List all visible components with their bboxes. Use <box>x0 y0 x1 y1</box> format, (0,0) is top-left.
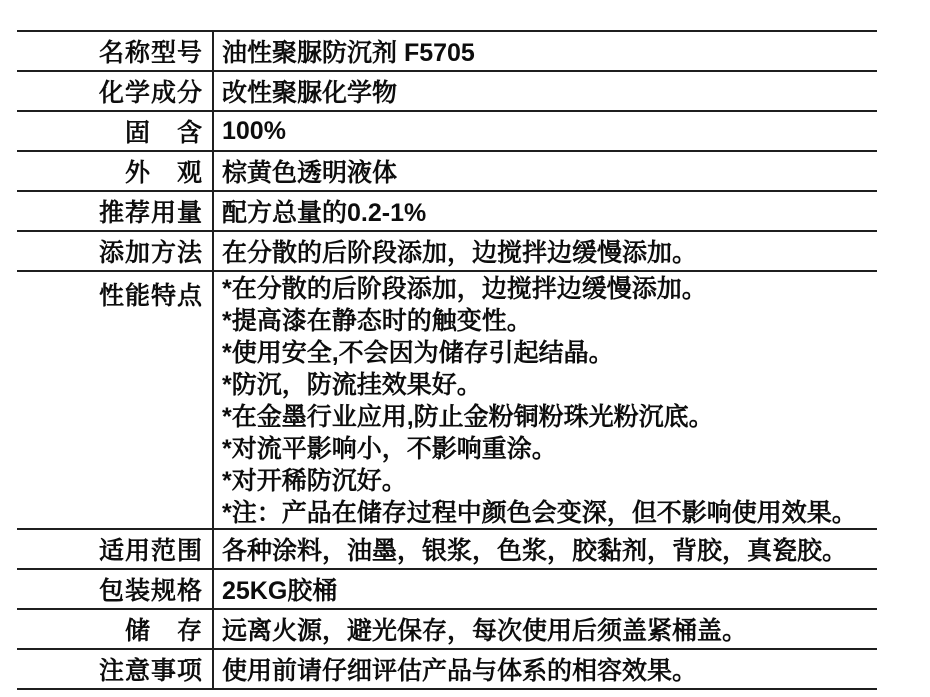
row-solid-content <box>17 112 877 152</box>
product-spec-table <box>17 30 877 690</box>
row-storage <box>17 610 877 650</box>
spec-value: 改性聚脲化学物 <box>222 79 398 107</box>
spec-value: 棕黄色透明液体 <box>222 159 398 187</box>
feature-line: *使用安全,不会因为储存引起结晶。 <box>222 339 614 367</box>
spec-label: 性能特点 <box>17 272 214 528</box>
spec-value: 在分散的后阶段添加，边搅拌边缓慢添加。 <box>222 239 698 267</box>
feature-line: *注：产品在储存过程中颜色会变深，但不影响使用效果。 <box>222 499 857 527</box>
spec-label: 适用范围 <box>17 530 214 568</box>
feature-line: *在分散的后阶段添加，边搅拌边缓慢添加。 <box>222 275 707 303</box>
row-product-name <box>17 32 877 72</box>
feature-line: *对流平影响小，不影响重涂。 <box>222 435 557 463</box>
feature-line: *防沉，防流挂效果好。 <box>222 371 482 399</box>
row-appearance <box>17 152 877 192</box>
spec-label: 储 存 <box>17 610 214 648</box>
spec-label: 推荐用量 <box>17 192 214 230</box>
row-addition-method <box>17 232 877 272</box>
spec-label: 添加方法 <box>17 232 214 270</box>
row-chemical-composition <box>17 72 877 112</box>
spec-value: 25KG胶桶 <box>222 577 338 605</box>
spec-value: 配方总量的0.2-1% <box>222 199 427 227</box>
spec-label: 注意事项 <box>17 650 214 688</box>
spec-value: 各种涂料，油墨，银浆，色浆，胶黏剂，背胶，真瓷胶。 <box>222 537 848 565</box>
spec-value-multiline <box>214 272 877 528</box>
row-recommended-dosage <box>17 192 877 232</box>
row-precautions <box>17 650 877 690</box>
spec-value: 远离火源，避光保存，每次使用后须盖紧桶盖。 <box>222 617 748 645</box>
spec-label: 固 含 <box>17 112 214 150</box>
spec-value: 油性聚脲防沉剂 F5705 <box>222 39 475 67</box>
spec-value: 使用前请仔细评估产品与体系的相容效果。 <box>222 657 698 685</box>
spec-label: 包装规格 <box>17 570 214 608</box>
row-performance-features <box>17 272 877 530</box>
row-application-scope <box>17 530 877 570</box>
row-packaging <box>17 570 877 610</box>
spec-label: 名称型号 <box>17 32 214 70</box>
feature-line: *在金墨行业应用,防止金粉铜粉珠光粉沉底。 <box>222 403 714 431</box>
spec-label: 外 观 <box>17 152 214 190</box>
spec-value: 100% <box>222 116 286 145</box>
feature-line: *对开稀防沉好。 <box>222 467 407 495</box>
feature-line: *提高漆在静态时的触变性。 <box>222 307 532 335</box>
spec-label: 化学成分 <box>17 72 214 110</box>
